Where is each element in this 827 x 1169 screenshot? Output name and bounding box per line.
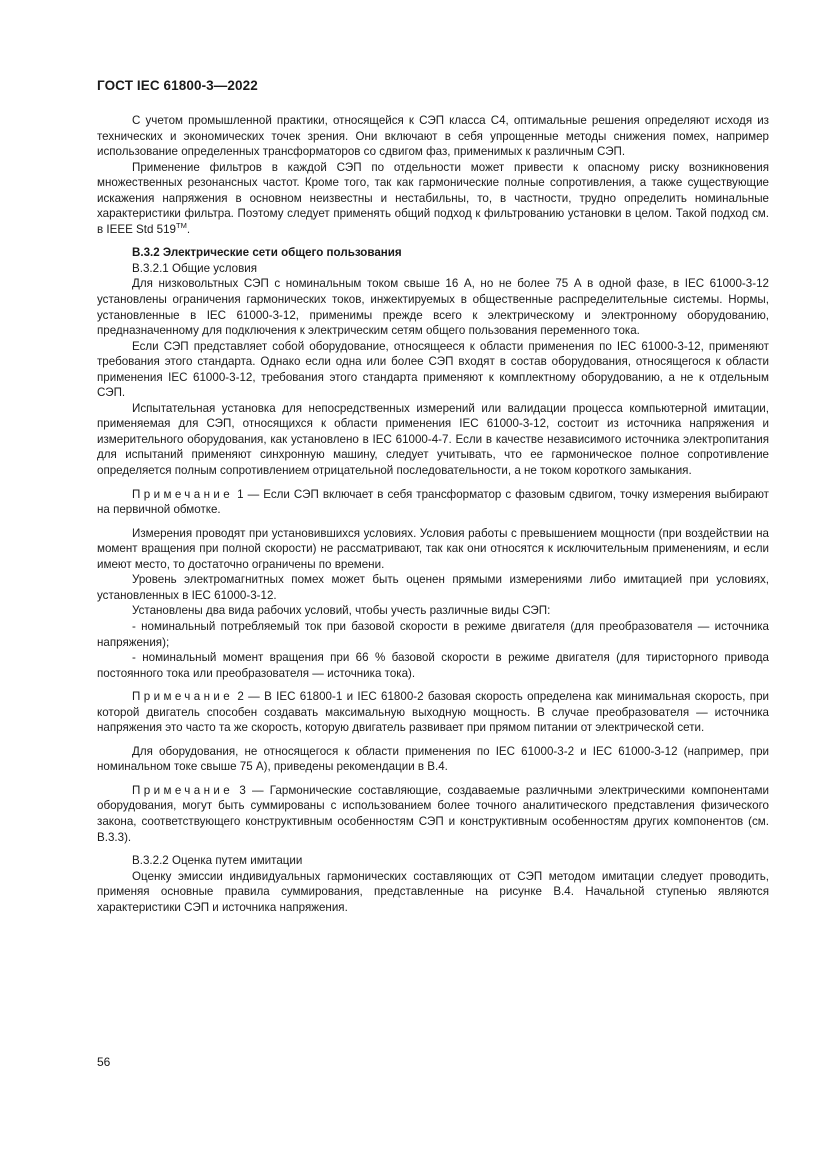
note-text: 3 — Гармонические составляющие, создаваемые различными электрическими компонентами оборудования, могут быть суммированы с использованием более точного аналитического представления физического закона, соответствующего конструктивным особенностям СЭП и конструктивным особенностям других компонентов (см. В.3.3). [97,783,769,844]
list-item: - номинальный момент вращения при 66 % базовой скорости в режиме двигателя (для тиристорного привода постоянного тока или преобразователя — источника тока). [97,651,769,680]
paragraph: С учетом промышленной практики, относящейся к СЭП класса С4, оптимальные решения определяют исходя из технических и экономических точек зрения. Они включают в себя упрощенные методы снижения помех, например использование определенных трансформаторов со сдвигом фаз, применимых к различным СЭП. [97,114,769,159]
paragraph: Оценку эмиссии индивидуальных гармонических составляющих от СЭП методом имитации следует проводить, применяя основные правила суммирования, представленные на рисунке В.4. Начальной ступенью являются характеристики СЭП и источника напряжения. [97,869,769,914]
note-label: Примечание [132,690,234,704]
trademark-sup: TM [176,220,187,230]
section-heading-b32: В.3.2 Электрические сети общего пользования [132,246,402,260]
page-number: 56 [97,1055,111,1069]
list-item: - номинальный потребляемый ток при базовой скорости в режиме двигателя (для преобразователя — источника напряжения); [97,619,769,649]
subsection-heading-b321: В.3.2.1 Общие условия [132,261,258,275]
note-text: 1 — Если СЭП включает в себя трансформатор с фазовым сдвигом, точку измерения выбирают на первичной обмотке. [97,487,769,517]
note-label: Примечание [132,783,234,797]
running-header: ГОСТ IEC 61800-3—2022 [97,78,258,93]
note-1 [97,487,769,518]
paragraph: Для оборудования, не относящегося к области применения по IEC 61000-3-2 и IEC 61000-3-12 (например, при номинальном токе свыше 75 А), приведены рекомендации в В.4. [97,744,769,774]
paragraph-text: Применение фильтров в каждой СЭП по отдельности может привести к опасному риску возникновения множественных резонансных частот. Кроме того, так как гармонические полные сопротивления, а также существующие искажения напряжения в основном неизвестны и нестабильны, то, в частности, трудно определить номинальные характеристики фильтра. Поэтому следует применять общий подход к фильтрованию установки в целом. Такой подход см. в IEEE Std 519 [97,160,769,236]
paragraph: Если СЭП представляет собой оборудование, относящееся к области применения по IEC 61000-3-12, применяют требования этого стандарта. Однако если одна или более СЭП входят в состав оборудования, относящегося к области применения IEC 61000-3-12, требования этого стандарта применяют к комплектному оборудованию, а не к отдельным СЭП. [97,339,769,400]
paragraph: Испытательная установка для непосредственных измерений или валидации процесса компьютерной имитации, применяемая для СЭП, относящихся к области применения IEC 61000-3-12, состоит из источника напряжения и измерительного оборудования, как установлено в IEC 61000-4-7. Если в качестве независимого источника электропитания для испытаний применяют синхронную машину, следует учитывать, что ее гармоническое полное сопротивление определяется полным сопротивлением отрицательной последовательности, а не током короткого замыкания. [97,401,769,478]
note-label: Примечание [132,487,234,501]
subsection-heading-b322: В.3.2.2 Оценка путем имитации [132,854,303,868]
body-text [97,113,769,915]
note-2 [97,689,769,736]
note-3 [97,783,769,845]
paragraph [97,160,769,238]
paragraph: Уровень электромагнитных помех может быть оценен прямыми измерениями либо имитацией при условиях, установленных в IEC 61000-3-12. [97,573,769,602]
paragraph: Установлены два вида рабочих условий, чтобы учесть различные виды СЭП: [132,604,551,618]
note-text: 2 — В IEC 61800-1 и IEC 61800-2 базовая скорость определена как минимальная скорость, при которой двигатель способен создавать максимальную выходную мощность. В случае преобразователя — источника напряжения это часто та же скорость, которую двигатель развивает при прямом питании от электрической сети. [97,690,769,735]
paragraph: Для низковольтных СЭП с номинальным током свыше 16 А, но не более 75 А в одной фазе, в IEC 61000-3-12 установлены ограничения гармонических токов, инжектируемых в общественные распределительные системы. Нормы, установленные в IEC 61000-3-12, применимы прежде всего к электрическому и электронному оборудованию, предназначенному для подключения к электрическим сетям общего пользования переменного тока. [97,277,769,338]
paragraph-end: . [186,222,191,236]
paragraph: Измерения проводят при установившихся условиях. Условия работы с превышением мощности (при воздействии на момент вращения при полной скорости) не рассматривают, так как они относятся к исключительным применениям, и если имеют место, то достаточно ограничены по времени. [97,526,769,571]
